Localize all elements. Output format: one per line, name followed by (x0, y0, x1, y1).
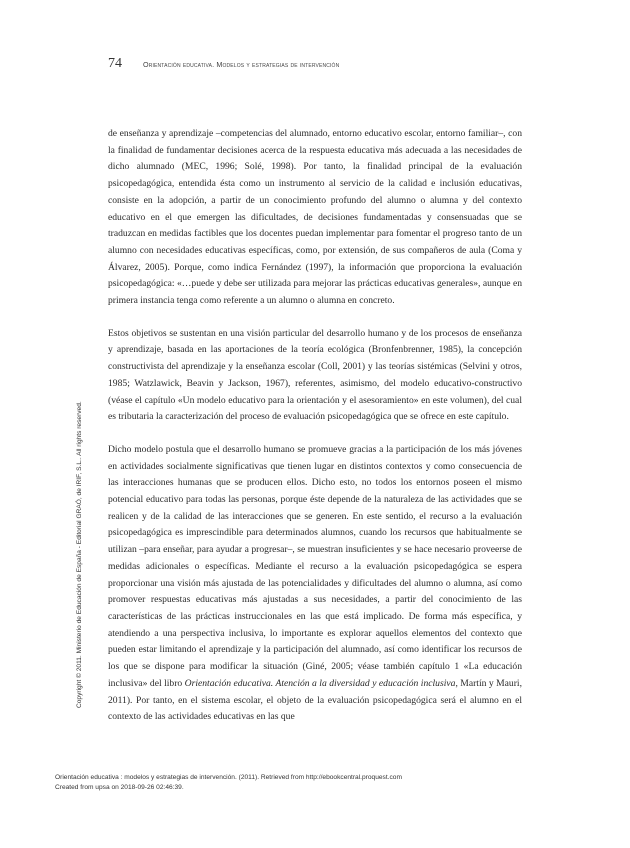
paragraph-2: Estos objetivos se sustentan en una visión particular del desarrollo humano y de los procesos de enseñanza y aprendizaje, basada en las aportaciones de la teoría ecológica (Bronfenbrenner, 1985), la concepción constructivista del aprendizaje y la enseñanza escolar (Coll, 2001) y las teorías sistémicas (Selvini y otros, 1985; Watzlawick, Beavin y Jackson, 1967), referentes, asimismo, del modelo educativo-constructivo (véase el capítulo «Un modelo educativo para la orientación y el asesoramiento» en este volumen), del cual es tributaria la caracterización del proceso de evaluación psicopedagógica que se ofrece en este capítulo. (108, 327, 522, 423)
paragraph-3-text-end: , Martín y Mauri, 2011). Por tanto, en el sistema escolar, el objeto de la evaluación psicopedagógica será el alumno en el contexto de las actividades educativas en las que (108, 677, 522, 723)
paragraph-3 (108, 442, 522, 726)
paragraph-3-text-start: Dicho modelo postula que el desarrollo humano se promueve gracias a la participación de los más jóvenes en actividades socialmente significativas que tienen lugar en distintos contextos y como consecuencia de las interacciones humanas que se producen ellos. Dicho esto, no todos los entornos poseen el mismo potencial educativo para todas las personas, porque éste depende de la naturaleza de las actividades que se realicen y de la calidad de las interacciones que se generen. En este sentido, el recurso a la evaluación psicopedagógica es imprescindible para determinados alumnos, cuando los recursos que habitualmente se utilizan –para enseñar, para ayudar a progresar–, se muestran insuficientes y se hace necesario proveerse de medidas adicionales o específicas. Mediante el recurso a la evaluación psicopedagógica se espera proporcionar una visión más ajustada de las potencialidades y dificultades del alumno o alumna, así como promover respuestas educativas más ajustadas a sus necesidades, a partir del conocimiento de las características de las prácticas instruccionales en las que está implicado. De forma más específica, y atendiendo a una perspectiva inclusiva, lo importante es explorar aquellos elementos del contexto que pueden estar limitando el aprendizaje y la participación del alumnado, así como identificar los recursos de los que se dispone para modificar la situación (Giné, 2005; véase también capítulo 1 «La educación inclusiva» del libro (108, 443, 522, 689)
footer-citation: Orientación educativa : modelos y estrategias de intervención. (2011). Retrieved from http://ebookcentral.proquest.com (55, 774, 402, 781)
book-title-italic: Orientación educativa. Atención a la diversidad y educación inclusiva (184, 677, 456, 689)
footer-created: Created from upsa on 2018-09-26 02:46:39. (55, 784, 184, 791)
body-text (108, 126, 522, 742)
side-copyright-notice: Copyright © 2011. Ministerio de Educación de España - Editorial GRAÓ, de IRIF, S.L.. All rights reserved. (76, 401, 83, 708)
footer (55, 773, 402, 793)
page-number: 74 (108, 56, 122, 71)
running-head: Orientación educativa. Modelos y estrategias de intervención (143, 60, 340, 69)
paragraph-1: de enseñanza y aprendizaje –competencias del alumnado, entorno educativo escolar, entorno familiar–, con la finalidad de fundamentar decisiones acerca de la respuesta educativa más adecuada a las necesidades de dicho alumnado (MEC, 1996; Solé, 1998). Por tanto, la finalidad principal de la evaluación psicopedagógica, entendida ésta como un instrumento al servicio de la calidad e inclusión educativas, consiste en la adopción, a partir de un conocimiento profundo del alumno o alumna y del contexto educativo en el que emergen las dificultades, de decisiones fundamentadas y consensuadas que se traduzcan en medidas factibles que los docentes puedan implementar para fomentar el progreso tanto de un alumno con necesidades educativas específicas, como, por extensión, de sus compañeros de aula (Coma y Álvarez, 2005). Porque, como indica Fernández (1997), la información que proporciona la evaluación psicopedagógica: «…puede y debe ser utilizada para mejorar las prácticas educativas generales», aunque en primera instancia tenga como referente a un alumno o alumna en concreto. (108, 128, 522, 307)
